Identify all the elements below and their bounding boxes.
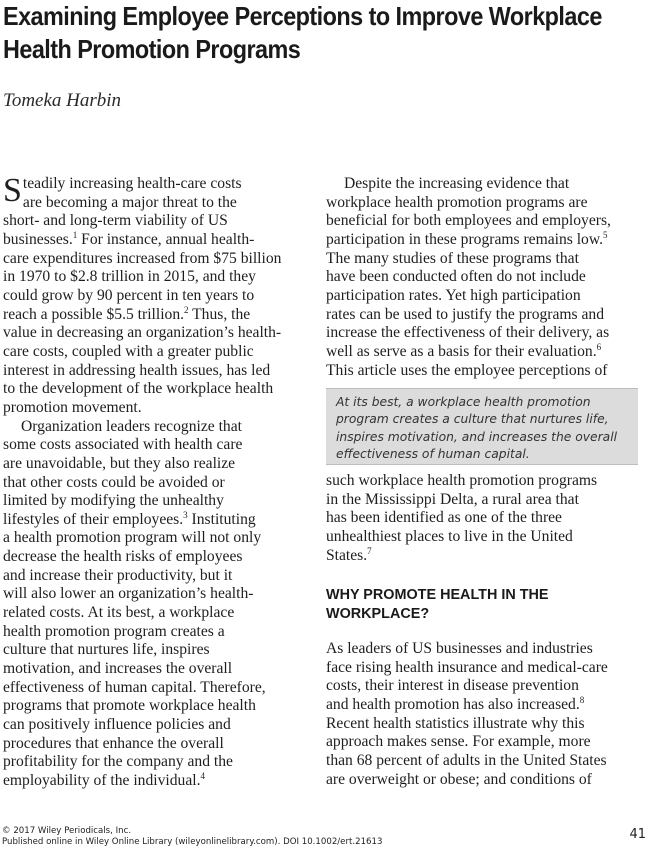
text-line: programs that promote workplace health <box>3 697 256 715</box>
footnote-ref[interactable]: 1 <box>72 229 78 240</box>
text-line: to the development of the workplace health <box>3 380 274 398</box>
text-line: participation rates. Yet high participation <box>326 286 581 304</box>
text-line: face rising health insurance and medical-care <box>326 658 608 676</box>
text-line: teadily increasing health-care costs <box>22 175 242 192</box>
text-line: will also lower an organization’s health- <box>3 585 254 603</box>
text-line: The many studies of these programs that <box>326 249 579 267</box>
text-line: can positively influence policies and <box>3 716 231 734</box>
text-line: This article uses the employee perceptions of <box>326 361 608 379</box>
text-line: in 1970 to $2.8 trillion in 2015, and they <box>3 268 256 286</box>
title-line: Health Promotion Programs <box>3 34 301 64</box>
text-line: such workplace health promotion programs <box>326 472 598 489</box>
text-line: procedures that enhance the overall <box>3 734 224 752</box>
text-line: that other costs could be avoided or <box>3 473 225 491</box>
text-line: a health promotion program will not only <box>3 529 262 547</box>
author-name: Tomeka Harbin <box>3 90 122 111</box>
page-number: 41 <box>629 827 646 842</box>
article-title <box>3 0 633 66</box>
left-column <box>3 172 315 791</box>
paragraph <box>326 640 638 789</box>
text-line: approach makes sense. For example, more <box>326 733 591 751</box>
drop-cap: S <box>3 172 22 209</box>
copyright-notice: © 2017 Wiley Periodicals, Inc. <box>2 826 132 836</box>
heading-line: WORKPLACE? <box>326 606 430 622</box>
paragraph <box>3 418 315 791</box>
footnote-ref[interactable]: 7 <box>367 545 372 556</box>
text-line: culture that nurtures life, inspires <box>3 641 210 659</box>
text-line: in the Mississippi Delta, a rural area that <box>326 490 579 508</box>
text-line: participation in these programs remains low.$^5$ <box>326 229 608 248</box>
footnote-ref[interactable]: 2 <box>184 304 189 315</box>
paragraph <box>3 172 315 418</box>
text-line: could grow by 90 percent in ten years to <box>3 286 255 304</box>
pull-quote-line: effectiveness of human capital. <box>336 447 530 462</box>
text-line: Despite the increasing evidence that <box>344 175 570 192</box>
text-line: lifestyles of their employees.$^3$ Instituting <box>3 509 256 528</box>
text-line: care costs, coupled with a greater public <box>3 342 254 360</box>
text-line: States.$^7$ <box>326 545 372 564</box>
pull-quote <box>326 388 638 465</box>
text-line: are unavoidable, but they also realize <box>3 454 236 472</box>
text-line: interest in addressing health issues, has led <box>3 361 271 379</box>
footnote-ref[interactable]: 6 <box>596 341 602 352</box>
pull-quote-line: program creates a culture that nurtures life, <box>336 412 609 427</box>
footnote-ref[interactable]: 8 <box>579 694 585 705</box>
text-line: Recent health statistics illustrate why this <box>326 714 585 732</box>
text-line: promotion movement. <box>3 398 142 416</box>
footer-info <box>2 826 382 848</box>
paragraph <box>326 175 638 380</box>
text-line: increase the effectiveness of their delivery, as <box>326 324 610 342</box>
text-line: profitability for the company and the <box>3 753 233 771</box>
right-column-top <box>326 175 638 380</box>
text-line: has been identified as one of the three <box>326 509 562 527</box>
text-line: value in decreasing an organization’s health- <box>3 324 282 342</box>
text-line: As leaders of US businesses and industries <box>326 640 593 657</box>
text-line: Organization leaders recognize that <box>21 417 242 435</box>
pull-quote-line: inspires motivation, and increases the overall <box>336 429 618 444</box>
footnote-ref[interactable]: 5 <box>603 229 608 240</box>
text-line: employability of the individual.$^4$ <box>3 770 205 789</box>
pull-quote-line: At its best, a workplace health promotion <box>336 395 591 409</box>
paragraph <box>326 472 638 565</box>
text-line: have been conducted often do not include <box>326 268 586 286</box>
text-line: limited by modifying the unhealthy <box>3 492 224 510</box>
section-heading <box>326 586 549 624</box>
text-line: are overweight or obese; and conditions of <box>326 770 592 788</box>
text-line: rates can be used to justify the programs and <box>326 305 605 323</box>
text-line: are becoming a major threat to the <box>22 193 237 211</box>
text-line: related costs. At its best, a workplace <box>3 604 235 622</box>
text-line: short- and long-term viability of US <box>3 212 228 230</box>
text-line: reach a possible $5.5 trillion.$^2$ Thus, the <box>3 304 251 323</box>
text-line: effectiveness of human capital. Therefore, <box>3 678 266 696</box>
text-line: than 68 percent of adults in the United States <box>326 751 607 769</box>
text-line: well as serve as a basis for their evaluation.$^6$ <box>326 341 602 360</box>
text-line: decrease the health risks of employees <box>3 548 243 566</box>
footnote-ref[interactable]: 4 <box>200 770 205 781</box>
text-line: costs, their interest in disease prevention <box>326 677 579 695</box>
heading-line: WHY PROMOTE HEALTH IN THE <box>326 587 549 603</box>
text-line: and increase their productivity, but it <box>3 566 233 584</box>
text-line: some costs associated with health care <box>3 436 243 454</box>
text-line: unhealthiest places to live in the United <box>326 527 573 545</box>
text-line: beneficial for both employees and employers, <box>326 212 611 230</box>
publication-info: Published online in Wiley Online Library (wileyonlinelibrary.com). DOI 10.1002/ert.21613 <box>2 837 383 847</box>
title-line: Examining Employee Perceptions to Improve Workplace <box>3 1 602 31</box>
text-line: workplace health promotion programs are <box>326 193 588 211</box>
text-line: motivation, and increases the overall <box>3 660 233 678</box>
right-column-section <box>326 640 638 789</box>
right-column-continued <box>326 472 638 565</box>
footnote-ref[interactable]: 3 <box>183 509 188 520</box>
text-line: care expenditures increased from $75 billion <box>3 249 282 267</box>
text-line: health promotion program creates a <box>3 622 225 640</box>
text-line: and health promotion has also increased.$^8$ <box>326 694 585 713</box>
text-line: businesses.$^1$ For instance, annual health- <box>3 229 255 248</box>
